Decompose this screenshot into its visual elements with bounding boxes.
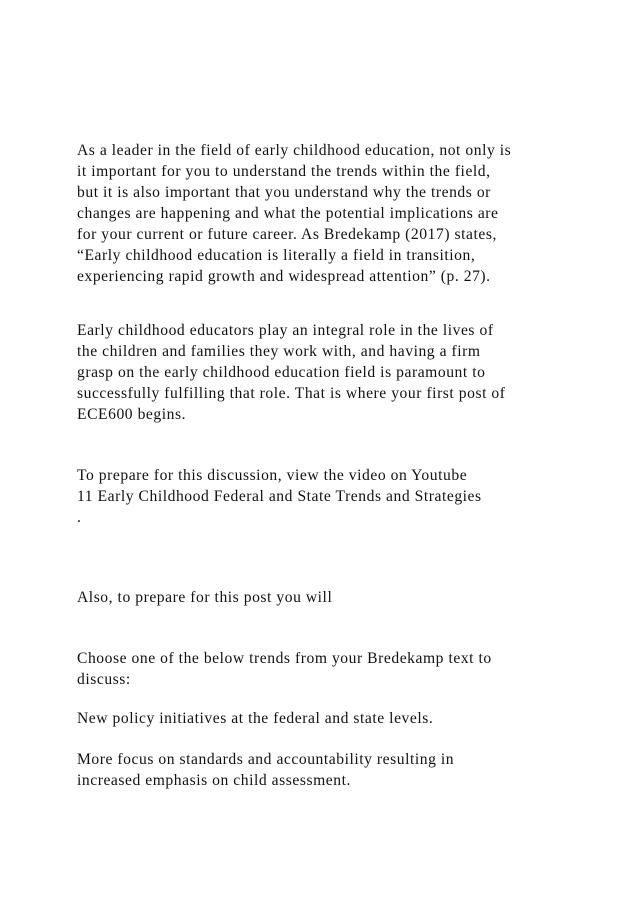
text-line: it important for you to understand the trends within the field, <box>77 163 491 180</box>
text-line: but it is also important that you understand why the trends or <box>77 184 491 201</box>
text-line: To prepare for this discussion, view the video on Youtube <box>77 467 468 484</box>
text-line: Choose one of the below trends from your Bredekamp text to <box>77 650 492 667</box>
text-line: the children and families they work with, and having a firm <box>77 343 481 360</box>
trend-option: New policy initiatives at the federal and state levels. <box>77 710 434 727</box>
trend-option: increased emphasis on child assessment. <box>77 772 351 789</box>
text-line: grasp on the early childhood education field is paramount to <box>77 364 486 381</box>
text-line: successfully fulfilling that role. That is where your first post of <box>77 385 506 402</box>
text-line: experiencing rapid growth and widespread attention” (p. 27). <box>77 268 491 285</box>
text-line: As a leader in the field of early childhood education, not only is <box>77 142 512 159</box>
text-line: changes are happening and what the potential implications are <box>77 205 499 222</box>
text-line: for your current or future career. As Bredekamp (2017) states, <box>77 226 497 243</box>
text-line: Also, to prepare for this post you will <box>77 589 333 606</box>
text-line: discuss: <box>77 671 131 688</box>
text-line: . <box>77 509 82 526</box>
trend-option: More focus on standards and accountability resulting in <box>77 751 455 768</box>
text-line: “Early childhood education is literally a field in transition, <box>77 247 476 264</box>
text-line: ECE600 begins. <box>77 406 187 423</box>
text-line: Early childhood educators play an integral role in the lives of <box>77 322 494 339</box>
video-title: 11 Early Childhood Federal and State Trends and Strategies <box>77 488 482 505</box>
